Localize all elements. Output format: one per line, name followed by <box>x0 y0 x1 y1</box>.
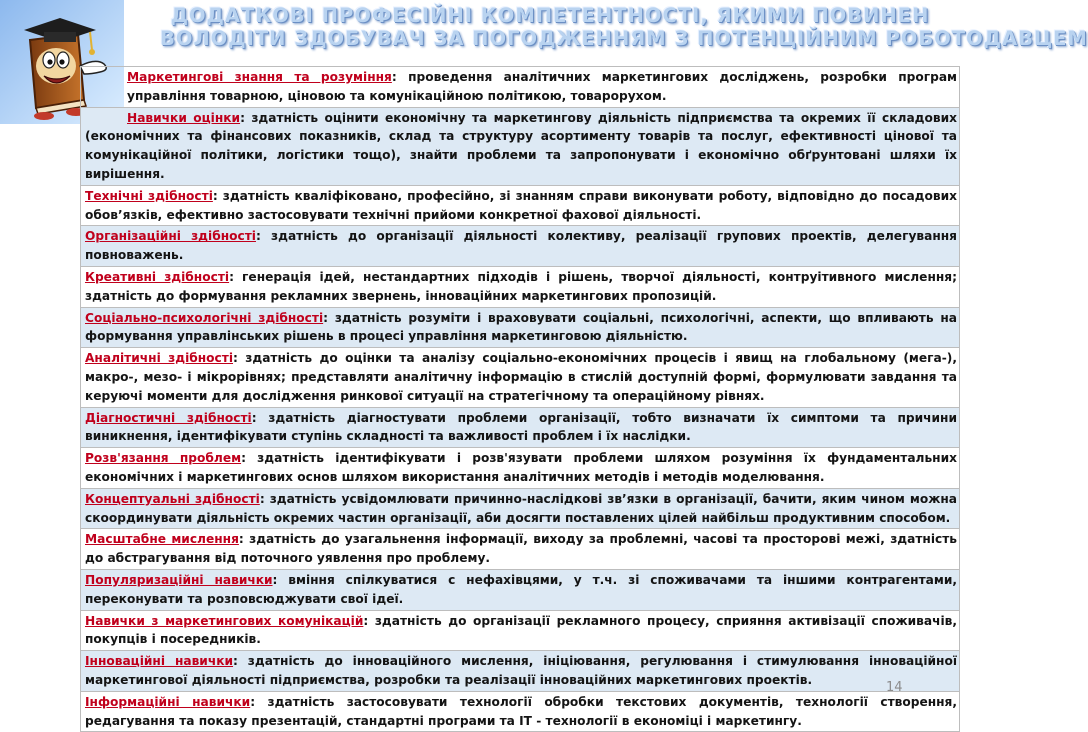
table-row <box>80 266 960 307</box>
competency-term: Популяризаційні навички <box>85 572 273 587</box>
competency-description: : здатність до організації діяльності колективу, реалізації групових проектів, делегування повноважень. <box>85 229 957 263</box>
slide-title <box>160 4 1088 50</box>
competency-description: : генерація ідей, нестандартних підходів і рішень, творчої діяльності, контруітивного мислення; здатність до формування рекламних звернень, інноваційних маркетингових пропозицій. <box>85 269 957 303</box>
table-row <box>80 569 960 610</box>
table-row <box>80 307 960 348</box>
competency-term: Розв'язання проблем <box>85 451 242 466</box>
competency-description: : здатність розуміти і враховувати соціальні, психологічні, аспекти, що впливають на формування управлінських рішень в процесі управління маркетинговою діяльністю. <box>85 310 957 344</box>
table-row <box>80 650 960 691</box>
competency-description: : здатність до узагальнення інформації, виходу за проблемні, часові та просторові межі, здатність до абстрагування від поточного уявлення про проблему. <box>85 532 957 566</box>
slide-title-line-2: ВОЛОДІТИ ЗДОБУВАЧ ЗА ПОГОДЖЕННЯМ З ПОТЕНЦІЙНИМ РОБОТОДАВЦЕМ <box>160 27 1088 50</box>
table-row <box>80 185 960 226</box>
competency-description: : здатність до оцінки та аналізу соціально-економічних процесів і явищ на глобальному (мега-), макро-, мезо- і мікрорівнях; представляти аналітичну інформацію в стислій доступній формі, формулювати завдання та керуючі моменти для дослідження ринкової ситуації на стратегічному та операційному рівнях. <box>85 351 957 403</box>
slide-title-line-1: ДОДАТКОВІ ПРОФЕСІЙНІ КОМПЕТЕНТНОСТІ, ЯКИМИ ПОВИНЕН <box>170 4 930 27</box>
competency-term: Інформаційні навички <box>85 694 251 709</box>
table-row <box>80 347 960 406</box>
competency-term: Організаційні здібності <box>85 229 256 244</box>
competency-description: : здатність усвідомлювати причинно-наслідкові зв’язки в організації, бачити, яким чином можна скоординувати діяльність окремих частин організації, аби досягти поставлених цілей найбільш продуктивним способом. <box>85 491 957 525</box>
competency-term: Діагностичні здібності <box>85 410 252 425</box>
competency-description: : здатність кваліфіковано, професійно, зі знанням справи виконувати роботу, відповідно до посадових обов’язків, ефективно застосовувати технічні прийоми конкретної фахової діяльності. <box>85 188 957 222</box>
table-row <box>80 528 960 569</box>
competency-term: Соціально-психологічні здібності <box>85 310 324 325</box>
competency-description: : здатність до організації рекламного процесу, сприяння активізації споживачів, покупців і посередників. <box>85 613 957 647</box>
competency-description: : здатність застосовувати технології обробки текстових документів, технології створення, редагування та показу презентацій, стандартні програми та ІТ - технології в економіці і маркетингу. <box>85 694 958 728</box>
page-number: 14 <box>886 680 903 695</box>
competency-term: Інноваційні навички <box>85 654 234 669</box>
table-row <box>80 610 960 651</box>
table-row <box>80 488 960 529</box>
competency-description: : здатність оцінити економічну та маркетингову діяльність підприємства та окремих її складових (економічних та фінансових показників, склад та структуру асортименту товарів та послуг, ефективності цінової та комунікаційної політики, логістики тощо), знайти проблеми та запропонувати і економічно обґрунтовані шляхи їх вирішення. <box>85 110 957 181</box>
table-row <box>80 691 960 732</box>
table-row <box>80 407 960 448</box>
competency-description: : проведення аналітичних маркетингових досліджень, розробки програм управління товарною, ціновою та комунікаційною політикою, товарорухом. <box>127 70 958 103</box>
table-row <box>80 447 960 488</box>
competency-term: Аналітичні здібності <box>85 351 234 366</box>
table-row <box>80 66 960 107</box>
competency-description: : здатність діагностувати проблеми організації, тобто визначати їх симптоми та причини виникнення, ідентифікувати ступінь складності та важливості проблем і їх наслідки. <box>85 410 958 444</box>
competency-term: Технічні здібності <box>85 188 213 203</box>
competency-term: Навички оцінки <box>127 110 241 125</box>
competency-term: Навички з маркетингових комунікацій <box>85 613 364 628</box>
competency-description: : вміння спілкуватися с нефахівцями, у т.ч. зі споживачами та іншими контрагентами, переконувати та розповсюджувати свої ідеї. <box>85 572 957 606</box>
table-row <box>80 107 960 185</box>
competency-term: Концептуальні здібності <box>85 491 260 506</box>
competency-term: Креативні здібності <box>85 269 230 284</box>
table-row <box>80 225 960 266</box>
competency-term: Маркетингові знання та розуміння <box>127 70 392 84</box>
competency-description: : здатність ідентифікувати і розв'язувати проблеми шляхом розуміння їх фундаментальних економічних і маркетингових основ шляхом використання аналітичних методів і методів моделювання. <box>85 451 957 484</box>
competency-term: Масштабне мислення <box>85 532 239 547</box>
competency-description: : здатність до інноваційного мислення, ініціювання, регулювання і стимулювання інноваційної маркетингової діяльності підприємства, розробки та реалізації інноваційних маркетингових проектів. <box>85 654 958 687</box>
competencies-table <box>80 66 960 732</box>
